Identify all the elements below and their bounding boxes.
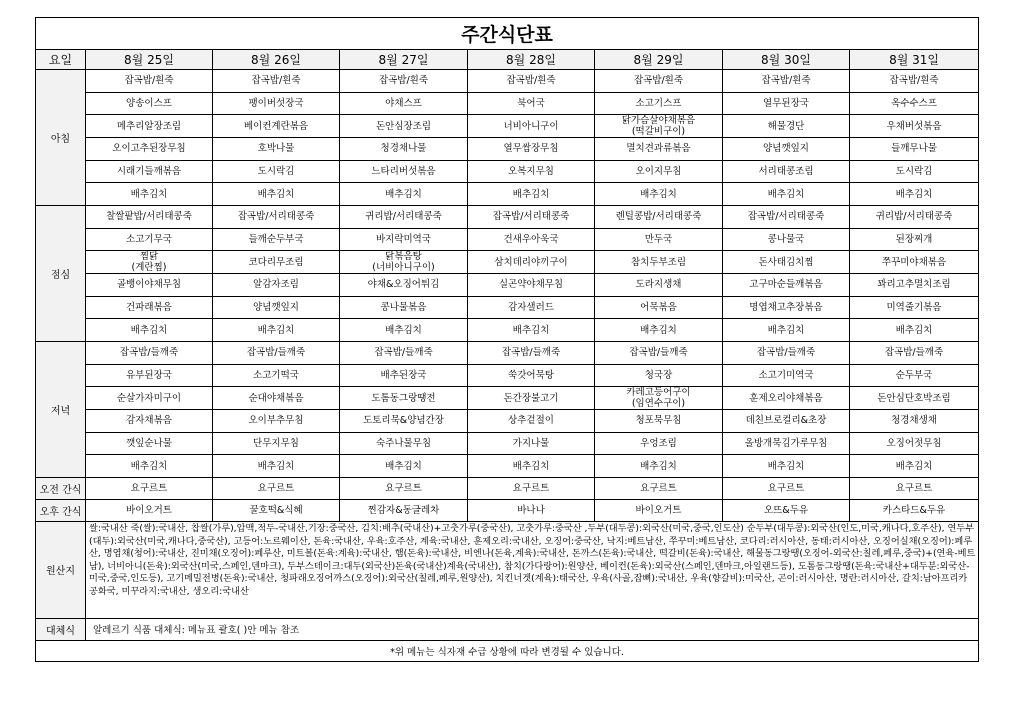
menu-item: 해물경단	[723, 115, 850, 138]
menu-item: 순두부국	[850, 364, 979, 387]
menu-item: 돈안심단호박조림	[850, 387, 979, 410]
meal-row	[36, 228, 979, 251]
menu-item: 잡곡밥/서리태콩죽	[213, 205, 340, 228]
origin-label: 원산지	[36, 521, 86, 618]
menu-item: 숙주나물무침	[340, 432, 468, 455]
snack-item: 요구르트	[595, 477, 723, 499]
meal-row	[36, 115, 979, 138]
day-label-header: 요일	[36, 50, 86, 70]
menu-item: 배추김치	[213, 319, 340, 342]
menu-item: 배추김치	[86, 183, 213, 206]
menu-item: 명엽채고추장볶음	[723, 296, 850, 319]
menu-item: 배추김치	[723, 319, 850, 342]
menu-item: 북어국	[468, 92, 595, 115]
menu-item: 찜닭 (계란찜)	[86, 251, 213, 274]
menu-item: 도토리묵&양념간장	[340, 410, 468, 433]
footnote-row	[36, 640, 979, 661]
menu-item: 양념깻잎지	[213, 296, 340, 319]
menu-item: 소고기스프	[595, 92, 723, 115]
menu-item: 배추김치	[340, 319, 468, 342]
origin-row	[36, 521, 979, 618]
menu-item: 돈간장불고기	[468, 387, 595, 410]
menu-item: 잡곡밥/들깨죽	[468, 341, 595, 364]
menu-item: 깻잎순나물	[86, 432, 213, 455]
menu-item: 배추김치	[340, 183, 468, 206]
day-header: 8월 26일	[213, 50, 340, 70]
menu-item: 배추김치	[340, 455, 468, 478]
menu-item: 순대야채볶음	[213, 387, 340, 410]
menu-item: 귀리밥/서리태콩죽	[340, 205, 468, 228]
menu-item: 오이고추된장무침	[86, 138, 213, 161]
menu-item: 꽈리고추멸치조림	[850, 274, 979, 297]
substitute-label: 대체식	[36, 618, 86, 640]
menu-item: 참치두부조림	[595, 251, 723, 274]
snack-item: 바이오거트	[595, 499, 723, 521]
menu-item: 야채스프	[340, 92, 468, 115]
menu-item: 미역줄기볶음	[850, 296, 979, 319]
menu-item: 잡곡밥/흰죽	[595, 70, 723, 93]
menu-item: 시래기들깨볶음	[86, 160, 213, 183]
meal-row	[36, 455, 979, 478]
menu-item: 건파래볶음	[86, 296, 213, 319]
menu-item: 청포묵무침	[595, 410, 723, 433]
menu-item: 배추김치	[468, 319, 595, 342]
menu-item: 배추김치	[86, 455, 213, 478]
menu-item: 들깨순두부국	[213, 228, 340, 251]
menu-item: 잡곡밥/들깨죽	[595, 341, 723, 364]
menu-item: 우엉조림	[595, 432, 723, 455]
meal-row	[36, 410, 979, 433]
snack-row	[36, 499, 979, 521]
menu-item: 쭈꾸미야채볶음	[850, 251, 979, 274]
snack-item: 요구르트	[213, 477, 340, 499]
menu-item: 귀리밥/서리태콩죽	[850, 205, 979, 228]
substitute-text: 알레르기 식품 대체식: 메뉴표 괄호( )안 메뉴 참조	[86, 618, 979, 640]
menu-item: 배추김치	[723, 183, 850, 206]
day-header: 8월 30일	[723, 50, 850, 70]
substitute-row	[36, 618, 979, 640]
menu-item: 돈안심장조림	[340, 115, 468, 138]
menu-item: 돈사태김치찜	[723, 251, 850, 274]
menu-item: 배추김치	[213, 183, 340, 206]
meal-row	[36, 274, 979, 297]
menu-item: 잡곡밥/흰죽	[468, 70, 595, 93]
menu-item: 배추김치	[723, 455, 850, 478]
menu-item: 잡곡밥/들깨죽	[723, 341, 850, 364]
menu-item: 오복지무침	[468, 160, 595, 183]
menu-item: 배추김치	[595, 455, 723, 478]
snack-label: 오전 간식	[36, 477, 86, 499]
menu-item: 배추김치	[468, 455, 595, 478]
menu-item: 메추리알장조림	[86, 115, 213, 138]
meal-row	[36, 138, 979, 161]
meal-label: 점심	[36, 205, 86, 341]
snack-item: 요구르트	[468, 477, 595, 499]
menu-item: 배추된장국	[340, 364, 468, 387]
menu-item: 올방개묵김가루무침	[723, 432, 850, 455]
meal-label: 저녁	[36, 341, 86, 477]
menu-item: 감자샐러드	[468, 296, 595, 319]
snack-item: 꿀호떡&식혜	[213, 499, 340, 521]
menu-item: 단무지무침	[213, 432, 340, 455]
menu-item: 청국장	[595, 364, 723, 387]
menu-item: 들깨무나물	[850, 138, 979, 161]
menu-item: 잡곡밥/들깨죽	[340, 341, 468, 364]
menu-item: 열무쌈장무침	[468, 138, 595, 161]
menu-item: 도시락김	[850, 160, 979, 183]
snack-item: 요구르트	[86, 477, 213, 499]
menu-item: 바지락미역국	[340, 228, 468, 251]
meal-row	[36, 387, 979, 410]
meal-row	[36, 183, 979, 206]
footnote: *위 메뉴는 식자재 수급 상황에 따라 변경될 수 있습니다.	[36, 640, 979, 661]
menu-item: 잡곡밥/들깨죽	[86, 341, 213, 364]
menu-item: 찰쌀팥밥/서리태콩죽	[86, 205, 213, 228]
menu-item: 코다리무조림	[213, 251, 340, 274]
menu-item: 된장찌개	[850, 228, 979, 251]
menu-item: 상추겉절이	[468, 410, 595, 433]
menu-item: 가지나물	[468, 432, 595, 455]
menu-item: 잡곡밥/흰죽	[340, 70, 468, 93]
menu-item: 오이지무침	[595, 160, 723, 183]
meal-row	[36, 341, 979, 364]
day-header: 8월 29일	[595, 50, 723, 70]
menu-item: 베이컨계란볶음	[213, 115, 340, 138]
menu-item: 골뱅이야채무침	[86, 274, 213, 297]
meal-row	[36, 160, 979, 183]
menu-item: 소고기떡국	[213, 364, 340, 387]
menu-item: 우채버섯볶음	[850, 115, 979, 138]
day-header: 8월 28일	[468, 50, 595, 70]
meal-row	[36, 319, 979, 342]
menu-item: 잡곡밥/들깨죽	[850, 341, 979, 364]
menu-item: 카레고등어구이 (임연수구이)	[595, 387, 723, 410]
meal-row	[36, 432, 979, 455]
menu-item: 렌틸콩밥/서리태콩죽	[595, 205, 723, 228]
menu-item: 배추김치	[850, 319, 979, 342]
day-header: 8월 27일	[340, 50, 468, 70]
menu-item: 소고기무국	[86, 228, 213, 251]
menu-item: 호박나물	[213, 138, 340, 161]
snack-item: 바이오거트	[86, 499, 213, 521]
meal-row	[36, 296, 979, 319]
menu-item: 느타리버섯볶음	[340, 160, 468, 183]
menu-item: 잡곡밥/들깨죽	[213, 341, 340, 364]
origin-text: 쌀:국내산 죽(쌀):국내산, 찹쌀(가루),압맥,적두-국내산,기장:중국산, 김치:배추(국내산)+고춧가루(중국산), 고춧가루:중국산 ,두부(대두콩):외국산(미국,중국,인도산) 순두부(대두콩):외국산(인도,미국,캐나다,호주산), 연두부(대두):외국산(미국,캐나다,중국산), 고등어:노르웨이산, 돈육:국내산, 우육:호주산, 계육:국내산, 훈제오리:국내산, 오징어:중국산, 낙지:베트남산, 쭈꾸미:베트남산, 코다리:러시아산, 동태:러시아산, 오징어실채(오징어):페루산, 명엽채(청어):국내산, 진미채(오징어):페루산, 미트볼(돈육:계육):국내산, 햄(돈육):국내산, 비엔나(돈육,계육):국내산, 돈까스(돈육):국내산, 떡갈비(돈육):국내산, 해물동그랑땡(오징어-외국산:칠레,페루,중국)+(연육-베트남), 너비아니(돈육):외국산(미국,스페인,덴마크), 두부스테이크:대두(외국산)돈육(국내산)계육(국내산), 참치(가다랑어):원양산, 베이컨(돈육):외국산(스페인,덴마크,아일랜드등), 도톰동그랑땡(돈육:국내산+대두분:외국산-미국,중국,인도등), 고기메밀전병(돈육):국내산, 청파래오징어까스(오징어):외국산(칠레,페루,원양산), 치킨너겟(계육):태국산, 우육(사골,잡뼈):국내산, 우육(향갈비):미국산, 곤이:러시아산, 명란:러시아산, 갈치:남아프리카공화국, 미꾸라지:국내산, 생오리:국내산	[86, 521, 979, 618]
menu-item: 잡곡밥/흰죽	[723, 70, 850, 93]
menu-item: 팽이버섯장국	[213, 92, 340, 115]
menu-item: 삼치데리야끼구이	[468, 251, 595, 274]
meal-row	[36, 205, 979, 228]
menu-item: 잡곡밥/흰죽	[213, 70, 340, 93]
meal-row	[36, 92, 979, 115]
menu-item: 알감자조림	[213, 274, 340, 297]
weekly-menu-table	[35, 17, 979, 662]
menu-item: 잡곡밥/흰죽	[86, 70, 213, 93]
snack-item: 오뜨&두유	[723, 499, 850, 521]
menu-item: 배추김치	[595, 319, 723, 342]
menu-item: 데친브로컬리&초장	[723, 410, 850, 433]
meal-row	[36, 251, 979, 274]
menu-item: 배추김치	[850, 455, 979, 478]
meal-row	[36, 70, 979, 93]
menu-item: 서리태콩조림	[723, 160, 850, 183]
menu-item: 배추김치	[595, 183, 723, 206]
menu-item: 옥수수스프	[850, 92, 979, 115]
menu-item: 실곤약야채무침	[468, 274, 595, 297]
menu-item: 양송이스프	[86, 92, 213, 115]
menu-item: 배추김치	[850, 183, 979, 206]
menu-item: 배추김치	[468, 183, 595, 206]
menu-item: 소고기미역국	[723, 364, 850, 387]
day-header: 8월 31일	[850, 50, 979, 70]
menu-item: 닭볶음탕 (너비아니구이)	[340, 251, 468, 274]
menu-item: 잡곡밥/서리태콩죽	[723, 205, 850, 228]
menu-item: 잡곡밥/서리태콩죽	[468, 205, 595, 228]
menu-item: 도라지생채	[595, 274, 723, 297]
meal-row	[36, 364, 979, 387]
menu-item: 배추김치	[86, 319, 213, 342]
menu-item: 잡곡밥/흰죽	[850, 70, 979, 93]
menu-item: 건새우아욱국	[468, 228, 595, 251]
menu-item: 야채&오징어튀김	[340, 274, 468, 297]
menu-item: 어묵볶음	[595, 296, 723, 319]
page-title: 주간식단표	[36, 18, 979, 50]
snack-row	[36, 477, 979, 499]
snack-label: 오후 간식	[36, 499, 86, 521]
snack-item: 요구르트	[723, 477, 850, 499]
menu-item: 닭가슴살야채볶음 (떡갈비구이)	[595, 115, 723, 138]
menu-item: 열무된장국	[723, 92, 850, 115]
menu-item: 도톰동그랑땡전	[340, 387, 468, 410]
menu-item: 오징어젓무침	[850, 432, 979, 455]
menu-item: 배추김치	[213, 455, 340, 478]
menu-item: 만두국	[595, 228, 723, 251]
menu-item: 유부된장국	[86, 364, 213, 387]
menu-item: 청경채생채	[850, 410, 979, 433]
meal-label: 아침	[36, 70, 86, 206]
snack-item: 요구르트	[850, 477, 979, 499]
snack-item: 바나나	[468, 499, 595, 521]
snack-item: 찐감자&동글레차	[340, 499, 468, 521]
menu-item: 훈제오리야채볶음	[723, 387, 850, 410]
menu-item: 너비아니구이	[468, 115, 595, 138]
menu-item: 콩나물볶음	[340, 296, 468, 319]
menu-item: 순살가자미구이	[86, 387, 213, 410]
day-header: 8월 25일	[86, 50, 213, 70]
menu-sheet	[35, 17, 979, 662]
menu-item: 멸치견과류볶음	[595, 138, 723, 161]
header-row	[36, 50, 979, 70]
menu-item: 고구마순들깨볶음	[723, 274, 850, 297]
menu-item: 청경채나물	[340, 138, 468, 161]
menu-item: 도시락김	[213, 160, 340, 183]
menu-item: 감자채볶음	[86, 410, 213, 433]
snack-item: 요구르트	[340, 477, 468, 499]
menu-item: 쑥갓어묵탕	[468, 364, 595, 387]
menu-item: 오이부추무침	[213, 410, 340, 433]
menu-item: 양념깻잎지	[723, 138, 850, 161]
snack-item: 카스타드&두유	[850, 499, 979, 521]
menu-item: 콩나물국	[723, 228, 850, 251]
